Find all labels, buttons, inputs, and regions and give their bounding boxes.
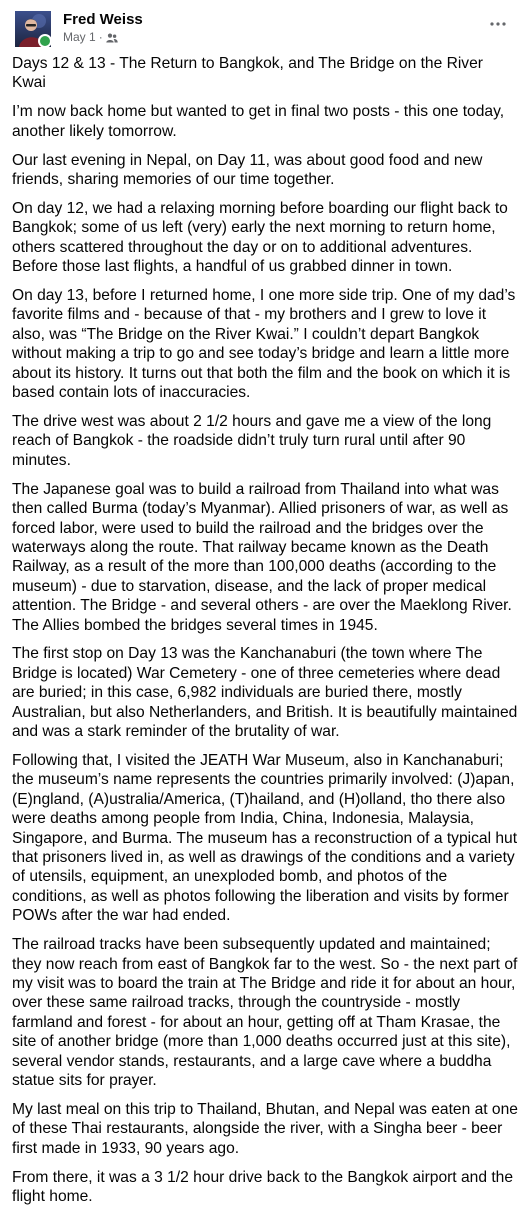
post-paragraph: The Japanese goal was to build a railroad from Thailand into what was then called Burma (today’s Myanmar). Allied prisoners of war, as well as forced labor, were used to build the railroad and the bridges over the waterways along the route. That railway became known as the Death Railway, as a result of the more than 100,000 deaths (according to the museum) - due to starvation, disease, and the lack of proper medical attention. The Bridge - and several others - are over the Maeklong River. The Allies bombed the bridges several times in 1945. <box>12 480 512 634</box>
post-date[interactable]: May 1 <box>63 30 96 44</box>
author-name[interactable]: Fred Weiss <box>63 11 143 28</box>
meta-separator: · <box>98 30 103 44</box>
online-status-indicator <box>38 34 52 48</box>
post-header <box>12 8 516 50</box>
post-paragraph: The first stop on Day 13 was the Kanchanaburi (the town where The Bridge is located) War Cemetery - one of three cemeteries where dead are buried; in this case, 6,982 individuals are buried there, mostly Australian, but also Netherlanders, and British. It is beautifully maintained and was a stark reminder of the brutality of war. <box>12 645 518 741</box>
post-paragraph: The railroad tracks have been subsequently updated and maintained; they now reach from east of Bangkok far to the west. So - the next part of my visit was to board the train at The Bridge and ride it for about an hour, over these same railroad tracks, through the countryside - mostly farmland and forest - for about an hour, getting off at Tham Krasae, the site of another bridge (more than 1,000 deaths occurred just at this site), several vendor stands, restaurants, and a large cave where a buddha statue sits for prayer. <box>12 936 518 1089</box>
ellipsis-icon <box>490 22 506 26</box>
post-paragraph: The drive west was about 2 1/2 hours and gave me a view of the long reach of Bangkok - the roadside didn’t truly turn rural until after 90 minutes. <box>12 413 492 469</box>
avatar[interactable] <box>15 11 51 47</box>
post-paragraph: Following that, I visited the JEATH War Museum, also in Kanchanaburi; the museum’s name represents the countries primarily involved: (J)apan, (E)ngland, (A)ustralia/America, (T)hailand, and (H)olland, tho there also were deaths among people from India, China, Indonesia, Malaysia, Singapore, and Burma. The museum has a reconstruction of a typical hut that prisoners lived in, as well as drawings of the conditions and a variety of utensils, equipment, an unexploded bomb, and photos of the conditions, as well as photos following the liberation and visits by former POWs after the war had ended. <box>12 752 518 925</box>
post-paragraph: On day 13, before I returned home, I one more side trip. One of my dad’s favorite films and - because of that - my brothers and I grew to love it also, was “The Bridge on the River Kwai.” I couldn’t depart Bangkok without making a trip to go and see today’s bridge and learn a little more about its history. It turns out that both the film and the book on which it is based contain lots of inaccuracies. <box>12 287 516 402</box>
post-paragraph: My last meal on this trip to Thailand, Bhutan, and Nepal was eaten at one of these Thai restaurants, alongside the river, with a Singha beer - beer first made in 1933, 90 years ago. <box>12 1100 518 1157</box>
post-paragraph: On day 12, we had a relaxing morning before boarding our flight back to Bangkok; some of us left (very) early the next morning to return home, others scattered throughout the day or on to additional adventures. Before those last flights, a handful of us grabbed dinner in town. <box>12 199 508 276</box>
more-options-button[interactable] <box>484 10 512 38</box>
post-paragraph: From there, it was a 3 1/2 hour drive back to the Bangkok airport and the flight home. <box>12 1168 514 1206</box>
post-title-paragraph: Days 12 & 13 - The Return to Bangkok, and The Bridge on the River Kwai <box>12 55 483 92</box>
post-body <box>12 54 518 1206</box>
post-paragraph: I’m now back home but wanted to get in final two posts - this one today, another likely tomorrow. <box>12 103 505 140</box>
post-meta <box>63 30 118 44</box>
post-paragraph: Our last evening in Nepal, on Day 11, was about good food and new friends, sharing memories of our time together. <box>12 151 483 189</box>
friends-icon[interactable] <box>106 32 118 42</box>
